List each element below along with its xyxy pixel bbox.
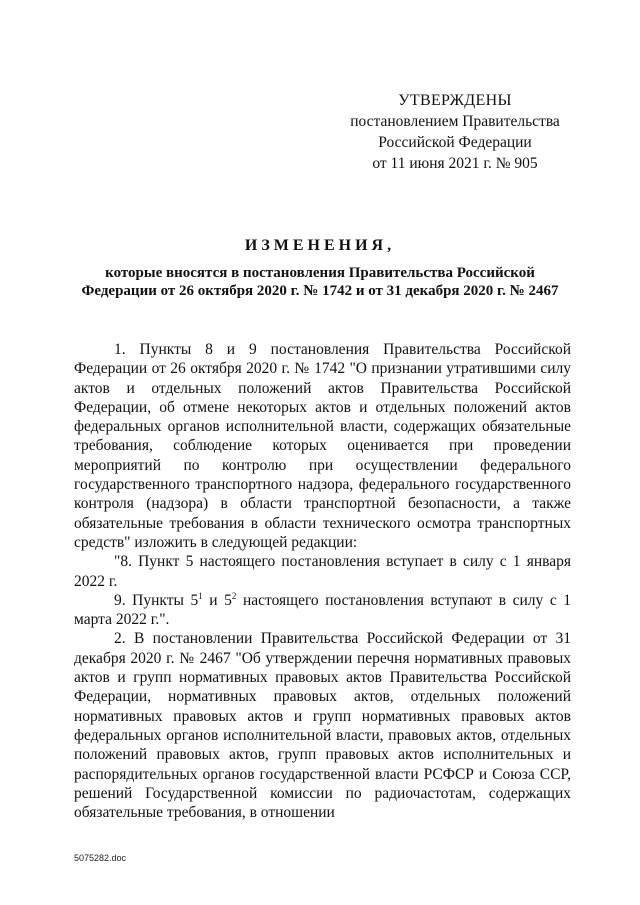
paragraph-4: 2. В постановлении Правительства Российской Федерации от 31 декабря 2020 г. № 2467 "Об утверждении перечня нормативных правовых актов и групп нормативных правовых актов Правительства Российской Федерации, нормативных правовых актов, отдельных положений нормативных правовых актов и групп нормативных правовых актов федеральных органов исполнительной власти, правовых актов, отдельных положений правовых актов, групп правовых актов исполнительных и распорядительных органов государственной власти РСФСР и Союза ССР, решений Государственной комиссии по радиочастотам, содержащих обязательные требования, в отношении: [74, 630, 571, 822]
approval-block: [340, 90, 570, 174]
subtitle-line-1: которые вносятся в постановления Правительства Российской: [105, 265, 535, 281]
approval-line-1: постановлением Правительства: [350, 113, 560, 130]
paragraph-3-middle: и 5: [202, 591, 232, 609]
document-subtitle: [60, 264, 580, 300]
approval-line-2: Российской Федерации: [378, 134, 532, 151]
approval-heading: УТВЕРЖДЕНЫ: [398, 92, 512, 109]
paragraph-3-end: настоящего постановления вступают в силу с 1 марта 2022 г.".: [74, 591, 571, 629]
document-title: ИЗМЕНЕНИЯ,: [244, 237, 396, 254]
paragraph-3-start: 9. Пункты 5: [114, 591, 199, 609]
file-name-footer: 5075282.doc: [74, 853, 127, 863]
paragraph-1: 1. Пункты 8 и 9 постановления Правительства Российской Федерации от 26 октября 2020 г. № 1742 "О признании утратившими силу актов и отдельных положений актов Правительства Российской Федерации, об отмене некоторых актов и отдельных положений актов федеральных органов исполнительной власти, содержащих обязательные требования, соблюдение которых оценивается при проведении мероприятий по контролю при осуществлении федерального государственного транспортного надзора, федерального государственного контроля (надзора) в области транспортной безопасности, а также обязательные требования в области технического осмотра транспортных средств" изложить в следующей редакции:: [74, 341, 571, 551]
paragraph-2: "8. Пункт 5 настоящего постановления вступает в силу с 1 января 2022 г.: [74, 553, 571, 590]
approval-line-3: от 11 июня 2021 г. № 905: [372, 155, 538, 172]
subtitle-line-2: Федерации от 26 октября 2020 г. № 1742 и от 31 декабря 2020 г. № 2467: [81, 283, 559, 299]
superscript-1: 1: [198, 590, 203, 601]
paragraph-3: [74, 591, 571, 630]
document-body: [74, 340, 571, 822]
superscript-2: 2: [231, 590, 237, 601]
